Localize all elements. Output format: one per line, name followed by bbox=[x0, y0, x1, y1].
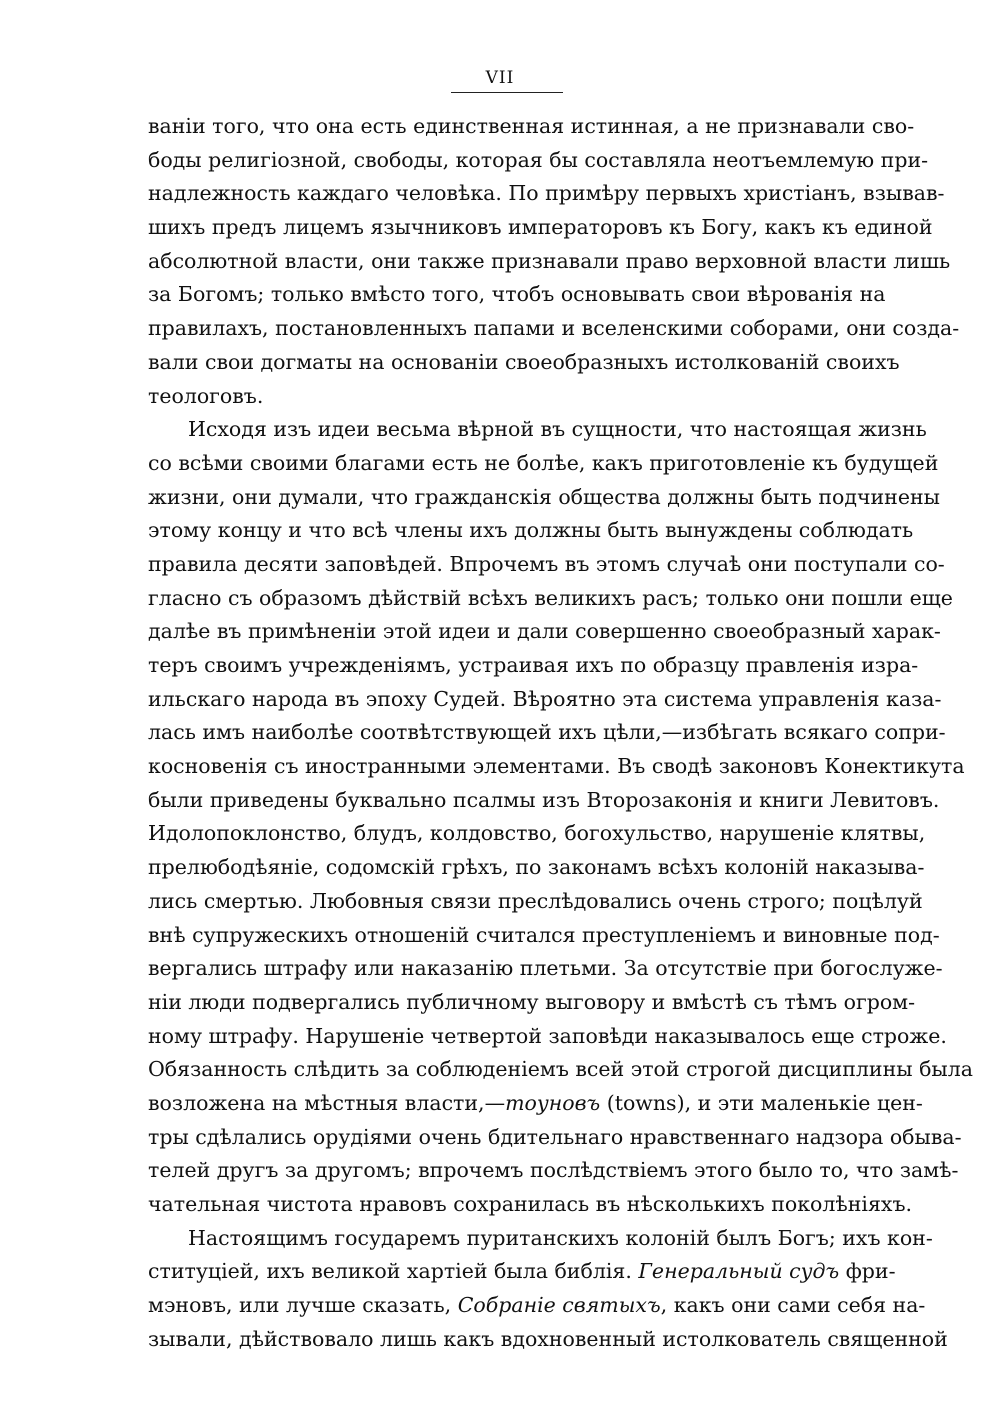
paragraph bbox=[148, 413, 973, 1222]
page-number-rule bbox=[451, 92, 563, 93]
text-line: зывали, дѣйствовало лишь какъ вдохновенный истолкователь священной bbox=[148, 1326, 948, 1351]
page-number: VII bbox=[485, 68, 515, 88]
text-line: ституціей, ихъ великой хартіей была библія. Генеральный судъ фри- bbox=[148, 1259, 896, 1284]
text-line: тры сдѣлались орудіями очень бдительнаго нравственнаго надзора обыва- bbox=[148, 1124, 962, 1149]
text-line: ному штрафу. Нарушеніе четвертой заповѣди наказывалось еще строже. bbox=[148, 1023, 947, 1048]
text-line: теологовъ. bbox=[148, 383, 264, 408]
text-line: абсолютной власти, они также признавали право верховной власти лишь bbox=[148, 248, 951, 273]
text-line: вали свои догматы на основаніи своеобразныхъ истолкованій своихъ bbox=[148, 349, 900, 374]
text-line: Исходя изъ идеи весьма вѣрной въ сущности, что настоящая жизнь bbox=[188, 417, 927, 442]
text-line: были приведены буквально псалмы изъ Второзаконія и книги Левитовъ. bbox=[148, 787, 940, 812]
text-line: ніи люди подвергались публичному выговору и вмѣстѣ съ тѣмъ огром- bbox=[148, 989, 916, 1014]
text-line: гласно съ образомъ дѣйствій всѣхъ великихъ расъ; только они пошли еще bbox=[148, 585, 953, 610]
text-line: внѣ супружескихъ отношеній считался преступленіемъ и виновные под- bbox=[148, 922, 940, 947]
text-line: надлежность каждаго человѣка. По примѣру первыхъ христіанъ, взывав- bbox=[148, 181, 945, 206]
text-line: Идолопоклонство, блудъ, колдовство, богохульство, нарушеніе клятвы, bbox=[148, 821, 926, 846]
text-line: ильскаго народа въ эпоху Судей. Вѣроятно эта система управленія каза- bbox=[148, 686, 942, 711]
text-line: прелюбодѣяніе, содомскій грѣхъ, по законамъ всѣхъ колоній наказыва- bbox=[148, 855, 925, 880]
text-line: телей другъ за другомъ; впрочемъ послѣдствіемъ этого было то, что замѣ- bbox=[148, 1158, 959, 1183]
text-line: жизни, они думали, что гражданскія общества должны быть подчинены bbox=[148, 484, 940, 509]
text-line: ваніи того, что она есть единственная истинная, а не признавали сво- bbox=[148, 114, 915, 138]
text-line: вергались штрафу или наказанію плетьми. За отсутствіе при богослуже- bbox=[148, 956, 943, 981]
text-line: далѣе въ примѣненіи этой идеи и дали совершенно своеобразный харак- bbox=[148, 619, 941, 644]
text-line: лась имъ наиболѣе соотвѣтствующей ихъ цѣли,—избѣгать всякаго сопри- bbox=[148, 720, 946, 745]
text-line: шихъ предъ лицемъ язычниковъ императоровъ къ Богу, какъ къ единой bbox=[148, 215, 933, 240]
text-line: боды религіозной, свободы, которая бы составляла неотъемлемую при- bbox=[148, 147, 929, 172]
text-line: со всѣми своими благами есть не болѣе, какъ приготовленіе къ будущей bbox=[148, 450, 939, 475]
text-line: возложена на мѣстныя власти,—тоуновъ (towns), и эти маленькіе цен- bbox=[148, 1090, 923, 1115]
text-line: Обязанность слѣдить за соблюденіемъ всей этой строгой дисциплины была bbox=[148, 1057, 973, 1082]
text-line: правила десяти заповѣдей. Впрочемъ въ этомъ случаѣ они поступали со- bbox=[148, 551, 945, 576]
body-text bbox=[148, 110, 973, 1356]
text-line: лись смертью. Любовныя связи преслѣдовались очень строго; поцѣлуй bbox=[148, 888, 923, 913]
text-line: мэновъ, или лучше сказать, Собраніе святыхъ, какъ они сами себя на- bbox=[148, 1293, 926, 1318]
paragraph bbox=[148, 110, 960, 413]
text-line: Настоящимъ государемъ пуританскихъ колоній былъ Богъ; ихъ кон- bbox=[188, 1225, 933, 1250]
text-line: за Богомъ; только вмѣсто того, чтобъ основывать свои вѣрованія на bbox=[148, 282, 886, 307]
paragraph bbox=[148, 1222, 948, 1357]
text-line: правилахъ, постановленныхъ папами и вселенскими соборами, они созда- bbox=[148, 316, 960, 341]
text-line: теръ своимъ учрежденіямъ, устраивая ихъ по образцу правленія изра- bbox=[148, 653, 919, 677]
text-line: чательная чистота нравовъ сохранилась въ нѣсколькихъ поколѣніяхъ. bbox=[148, 1192, 913, 1216]
text-line: этому концу и что всѣ члены ихъ должны быть вынуждены соблюдать bbox=[148, 518, 914, 543]
text-line: косновенія съ иностранными элементами. Въ сводѣ законовъ Конектикута bbox=[148, 754, 965, 779]
